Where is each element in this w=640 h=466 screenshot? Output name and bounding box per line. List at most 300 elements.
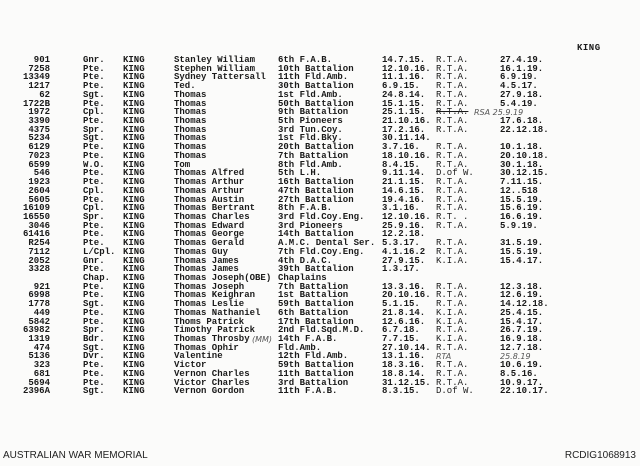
service-number: 1319 <box>28 334 50 344</box>
rank: Sgt. <box>83 386 105 397</box>
fate: K.I.A. <box>436 334 469 344</box>
rank: Gnr. <box>83 255 105 266</box>
rank: Sgt. <box>83 89 105 100</box>
enlistment-date: 8.3.15. <box>382 386 420 397</box>
given-names: Thomas James <box>174 255 239 266</box>
unit: 1st Fld.Bky. <box>278 133 343 144</box>
fate-date: 16.9.18. <box>500 334 544 344</box>
unit: 14th F.A.B. <box>278 334 338 344</box>
fate: R.T.A. <box>436 116 469 127</box>
fate-date: 12.6.19. <box>500 290 544 301</box>
enlistment-date: 5.1.15. <box>382 299 420 310</box>
footer-record-id: RCDIG1068913 <box>564 450 636 461</box>
fate-date: 12.3.18. <box>500 281 544 292</box>
enlistment-date: 3.7.16. <box>382 142 420 153</box>
fate: R.T.A. <box>436 81 469 92</box>
fate: RTA <box>436 352 452 362</box>
rank: Pte. <box>83 307 105 318</box>
fate: R.T.A. <box>436 124 469 135</box>
service-number: 901 <box>33 55 50 65</box>
service-number: 5136 <box>28 351 50 362</box>
rank: Cpl. <box>83 185 105 196</box>
surname: KING <box>123 107 145 118</box>
enlistment-date: 8.4.15. <box>382 159 420 170</box>
unit: 1st Battalion <box>278 290 349 301</box>
given-names: Thomas Gerald <box>174 238 245 249</box>
unit: 1st Fld.Amb. <box>278 89 343 100</box>
surname: KING <box>123 246 145 257</box>
surname: KING <box>123 307 145 318</box>
enlistment-date: 15.1.15. <box>382 98 426 109</box>
surname: KING <box>123 89 145 100</box>
fate: R.T.A. <box>436 159 469 170</box>
surname: KING <box>123 159 145 170</box>
fate: K.I.A. <box>436 255 469 266</box>
given-names: Thomas <box>174 133 207 144</box>
given-names: Thomas Joseph <box>174 281 245 292</box>
rank: Pte. <box>83 116 105 127</box>
service-number: 323 <box>33 360 50 371</box>
fate: R.T.A. <box>436 177 469 188</box>
fate: R.T.A. <box>436 299 469 310</box>
rank: Sgt. <box>83 133 105 144</box>
given-names: Thomas <box>174 124 207 135</box>
rank: Spr. <box>83 325 105 336</box>
surname: KING <box>123 368 145 379</box>
unit: 5th Pioneers <box>278 116 343 127</box>
fate: R.T.A. <box>436 194 469 205</box>
fate-date: 26.7.19. <box>500 325 544 336</box>
surname: KING <box>123 55 145 65</box>
rank: Pte. <box>83 150 105 161</box>
rank: Sgt. <box>83 342 105 353</box>
rank: Pte. <box>83 98 105 109</box>
surname: KING <box>123 211 145 222</box>
service-number: 16550 <box>22 211 50 222</box>
service-number: 1923 <box>28 177 50 188</box>
surname: KING <box>123 272 145 283</box>
service-number: 7112 <box>28 246 50 257</box>
rank: Pte. <box>83 229 105 240</box>
service-number: R254 <box>28 238 50 249</box>
surname: KING <box>123 81 145 92</box>
rank: Chap. <box>83 272 111 283</box>
fate: R.T.A. <box>436 107 469 118</box>
service-number: 1217 <box>28 81 50 92</box>
fate-date: 6.9.19. <box>500 72 538 83</box>
footer-institution: AUSTRALIAN WAR MEMORIAL <box>3 450 148 461</box>
fate: R.T.A. <box>436 220 469 231</box>
rank: Pte. <box>83 142 105 153</box>
surname: KING <box>123 229 145 240</box>
service-number: 63982 <box>22 325 50 336</box>
service-number: 2604 <box>28 185 50 196</box>
fate: R.T.A. <box>436 203 469 214</box>
unit: 59th Battalion <box>278 360 354 371</box>
service-number: 5842 <box>28 316 50 327</box>
fate-date: 20.10.18. <box>500 150 549 161</box>
surname: KING <box>123 377 145 388</box>
fate: R.T.A. <box>436 185 469 196</box>
fate: R.T.A. <box>436 281 469 292</box>
rank: Sgt. <box>83 299 105 310</box>
unit: 50th Battalion <box>278 98 354 109</box>
fate-date: 30.1.18. <box>500 159 544 170</box>
surname: KING <box>123 342 145 353</box>
unit: 3rd Battalion <box>278 377 349 388</box>
rank: Pte. <box>83 81 105 92</box>
enlistment-date: 6.7.18. <box>382 325 420 336</box>
unit: 16th Battalion <box>278 177 354 188</box>
enlistment-date: 12.2.18. <box>382 229 426 240</box>
service-number: 7258 <box>28 63 50 74</box>
unit: 2nd Fld.Sqd.M.D. <box>278 325 365 336</box>
enlistment-date: 14.7.15. <box>382 55 426 65</box>
given-names: Thomas Austin <box>174 194 245 205</box>
service-number: 5234 <box>28 133 50 144</box>
rank: Spr. <box>83 124 105 135</box>
service-number: 1972 <box>28 107 50 118</box>
surname: KING <box>123 255 145 266</box>
fate-date: 22.10.17. <box>500 386 549 397</box>
rank: Pte. <box>83 220 105 231</box>
given-names: Tom <box>174 159 191 170</box>
rank: Pte. <box>83 63 105 74</box>
rank: Pte. <box>83 316 105 327</box>
enlistment-date: 7.7.15. <box>382 334 420 344</box>
surname: KING <box>123 281 145 292</box>
given-names: Thomas <box>174 89 207 100</box>
enlistment-date: 12.10.16. <box>382 211 431 222</box>
fate-date: 4.5.17. <box>500 81 538 92</box>
surname: KING <box>123 203 145 214</box>
rank: Pte. <box>83 368 105 379</box>
fate-date: 15.6.19. <box>500 203 544 214</box>
fate: D.of W. <box>436 168 474 179</box>
service-number: 474 <box>33 342 50 353</box>
unit: 7th Battalion <box>278 150 349 161</box>
fate: K.I.A. <box>436 307 469 318</box>
enlistment-date: 25.1.15. <box>382 107 426 118</box>
surname: KING <box>123 238 145 249</box>
fate-date: 27.4.19. <box>500 55 544 65</box>
service-number: 7023 <box>28 150 50 161</box>
rank: Pte. <box>83 264 105 275</box>
given-names: Thomas <box>174 107 207 118</box>
surname: KING <box>123 168 145 179</box>
given-names: Victor <box>174 360 207 371</box>
unit: 27th Battalion <box>278 194 354 205</box>
given-names: Thomas Guy <box>174 246 229 257</box>
fate-date: 15.4.17. <box>500 316 544 327</box>
unit: 17th Battalion <box>278 316 354 327</box>
unit: 6th F.A.B. <box>278 55 333 65</box>
fate: R.T.A. <box>436 98 469 109</box>
unit: 9th Battalion <box>278 107 349 118</box>
surname: KING <box>123 133 145 144</box>
fate-date: 8.5.16. <box>500 368 538 379</box>
enlistment-date: 17.2.16. <box>382 124 426 135</box>
unit: 11th Battalion <box>278 368 354 379</box>
fate-date: 12.7.18. <box>500 342 544 353</box>
fate: R.T.A. <box>436 63 469 74</box>
service-number: 681 <box>33 368 50 379</box>
given-names: Thomas <box>174 98 207 109</box>
given-names: Thomas Alfred <box>174 168 245 179</box>
unit: 14th Battalion <box>278 229 354 240</box>
surname: KING <box>123 72 145 83</box>
fate-date: 12..518 <box>500 185 538 196</box>
service-number: 4375 <box>28 124 50 135</box>
given-names: Thomas Edward <box>174 220 245 231</box>
fate: R.T.A. <box>436 150 469 161</box>
fate-date: 31.5.19. <box>500 238 544 249</box>
surname: KING <box>123 116 145 127</box>
service-number: 5605 <box>28 194 50 205</box>
rank: Cpl. <box>83 203 105 214</box>
surname: KING <box>123 194 145 205</box>
given-names: Victor Charles <box>174 377 250 388</box>
fate-date: 5.9.19. <box>500 220 538 231</box>
fate-date: 25.4.15. <box>500 307 544 318</box>
service-number: 2396A <box>22 386 50 397</box>
unit: 30th Battalion <box>278 81 354 92</box>
rank: W.O. <box>83 159 105 170</box>
given-names: Vernon Gordon <box>174 386 245 397</box>
surname: KING <box>123 177 145 188</box>
unit: 3rd Fld.Coy.Eng. <box>278 211 365 222</box>
service-number: 16109 <box>22 203 50 214</box>
rank: Dvr. <box>83 351 105 362</box>
enlistment-date: 21.8.14. <box>382 307 426 318</box>
fate: D.of W. <box>436 386 474 397</box>
rank: Gnr. <box>83 55 105 65</box>
given-names: Thomas <box>174 150 207 161</box>
surname: KING <box>123 325 145 336</box>
unit: 4th D.A.C. <box>278 255 333 266</box>
fate: R.T.A. <box>436 290 469 301</box>
enlistment-date: 30.11.14. <box>382 133 431 144</box>
rank: Pte. <box>83 168 105 179</box>
fate-date: 14.12.18. <box>500 299 549 310</box>
surname: KING <box>123 334 145 344</box>
service-number: 5694 <box>28 377 50 388</box>
service-number: 2052 <box>28 255 50 266</box>
fate: R.T.A. <box>436 325 469 336</box>
unit: 3rd Tun.Coy. <box>278 124 343 135</box>
enlistment-date: 12.6.16. <box>382 316 426 327</box>
surname: KING <box>123 299 145 310</box>
given-names: Thomas Arthur <box>174 177 245 188</box>
unit: 7th Battalion <box>278 281 349 292</box>
rank: L/Cpl. <box>83 246 116 257</box>
given-names: Stephen William <box>174 63 256 74</box>
given-names: Sydney Tattersall <box>174 72 266 83</box>
service-number: 3046 <box>28 220 50 231</box>
enlistment-date: 21.10.16. <box>382 116 431 127</box>
service-number: 3390 <box>28 116 50 127</box>
surname: KING <box>123 386 145 397</box>
given-names: Thomas James <box>174 264 239 275</box>
unit: 11th Fld.Amb. <box>278 72 349 83</box>
given-names: Thomas Bertrant <box>174 203 256 214</box>
fate: R.T.A. <box>436 246 469 257</box>
fate-date: 10.6.19. <box>500 360 544 371</box>
unit: 12th Fld.Amb. <box>278 351 349 362</box>
enlistment-date: 31.12.15. <box>382 377 431 388</box>
given-names: Thomas Ophir <box>174 342 239 353</box>
service-number: 921 <box>33 281 50 292</box>
service-number: 1722B <box>22 98 50 109</box>
unit: 5th L.H. <box>278 168 322 179</box>
rank: Pte. <box>83 177 105 188</box>
given-names: Thomas Leslie <box>174 299 245 310</box>
fate: R.T.A. <box>436 342 469 353</box>
enlistment-date: 1.3.17. <box>382 264 420 275</box>
fate: R.T.A. <box>436 72 469 83</box>
unit: Chaplains <box>278 272 327 283</box>
fate: K.I.A. <box>436 316 469 327</box>
given-names: Timothy Patrick <box>174 325 256 336</box>
surname: KING <box>123 185 145 196</box>
enlistment-date: 13.3.16. <box>382 281 426 292</box>
fate-date: 10.1.18. <box>500 142 544 153</box>
enlistment-date: 25.9.16. <box>382 220 426 231</box>
given-names: Thomas Keighran <box>174 290 256 301</box>
enlistment-date: 3.1.16. <box>382 203 420 214</box>
enlistment-date: 11.1.16. <box>382 72 426 83</box>
given-names: Thomas Nathaniel <box>174 307 261 318</box>
surname: KING <box>123 124 145 135</box>
unit: 59th Battalion <box>278 299 354 310</box>
fate-date: 16.1.19. <box>500 63 544 74</box>
rank: Bdr. <box>83 334 105 344</box>
table-row <box>0 387 640 396</box>
unit: 39th Battalion <box>278 264 354 275</box>
surname: KING <box>123 360 145 371</box>
enlistment-date: 9.11.14. <box>382 168 426 179</box>
fate: R.T.A. <box>436 55 469 65</box>
rank: Pte. <box>83 360 105 371</box>
enlistment-date: 20.10.16. <box>382 290 431 301</box>
fate-date: 15.5.19. <box>500 194 544 205</box>
service-number: 3328 <box>28 264 50 275</box>
nominal-roll-list <box>0 56 640 396</box>
fate: R.T. . <box>436 211 469 222</box>
unit: 8th Fld.Amb. <box>278 159 343 170</box>
unit: 3rd Pioneers <box>278 220 343 231</box>
service-number: 61416 <box>22 229 50 240</box>
enlistment-date: 27.10.14. <box>382 342 431 353</box>
given-names: Valentine <box>174 351 223 362</box>
service-number: 6998 <box>28 290 50 301</box>
given-names: Thoms Patrick <box>174 316 245 327</box>
rank: Pte. <box>83 194 105 205</box>
surname: KING <box>123 150 145 161</box>
unit: 20th Battalion <box>278 142 354 153</box>
enlistment-date: 24.8.14. <box>382 89 426 100</box>
fate-date: 15.5.19. <box>500 246 544 257</box>
unit: 6th Battalion <box>278 307 349 318</box>
fate-date: 15.4.17. <box>500 255 544 266</box>
surname: KING <box>123 98 145 109</box>
handwritten-award: (MM) <box>252 335 273 344</box>
fate-date: 5.4.19. <box>500 98 538 109</box>
rank: Spr. <box>83 211 105 222</box>
fate-date: 22.12.18. <box>500 124 549 135</box>
surname: KING <box>123 290 145 301</box>
fate-date: 27.9.18. <box>500 89 544 100</box>
unit: 47th Battalion <box>278 185 354 196</box>
service-number: 546 <box>33 168 50 179</box>
service-number: 449 <box>33 307 50 318</box>
fate-date: 7.11.15. <box>500 177 544 188</box>
given-names: Stanley William <box>174 55 256 65</box>
service-number: 13349 <box>22 72 50 83</box>
given-names: Thomas Throsby <box>174 334 250 344</box>
given-names: Thomas <box>174 116 207 127</box>
rank: Pte. <box>83 238 105 249</box>
surname: KING <box>123 63 145 74</box>
unit: Fld.Amb. <box>278 342 322 353</box>
fate-date: 30.12.15. <box>500 168 549 179</box>
rank: Cpl. <box>83 107 105 118</box>
rank: Pte. <box>83 377 105 388</box>
given-names: Ted. <box>174 81 196 92</box>
given-names: Thomas <box>174 142 207 153</box>
fate-date: 10.9.17. <box>500 377 544 388</box>
surname: KING <box>123 142 145 153</box>
fate: R.T.A. <box>436 368 469 379</box>
enlistment-date: 27.9.15. <box>382 255 426 266</box>
unit: 8th F.A.B. <box>278 203 333 214</box>
enlistment-date: 12.10.16. <box>382 63 431 74</box>
unit: A.M.C. Dental Ser. <box>278 238 376 249</box>
enlistment-date: 4.1.16.2 <box>382 246 426 257</box>
rank: Pte. <box>83 72 105 83</box>
surname: KING <box>123 220 145 231</box>
enlistment-date: 18.10.16. <box>382 150 431 161</box>
enlistment-date: 21.1.15. <box>382 177 426 188</box>
enlistment-date: 13.1.16. <box>382 351 426 362</box>
fate: R.T.A. <box>436 142 469 153</box>
surname: KING <box>123 316 145 327</box>
unit: 10th Battalion <box>278 63 354 74</box>
service-number: 62 <box>39 89 50 100</box>
given-names: Vernon Charles <box>174 368 250 379</box>
service-number: 6599 <box>28 159 50 170</box>
fate: R.T.A. <box>436 360 469 371</box>
surname: KING <box>123 351 145 362</box>
fate: R.T.A. <box>436 238 469 249</box>
fate: R.T.A. <box>436 377 469 388</box>
given-names: Thomas Charles <box>174 211 250 222</box>
given-names: Thomas Joseph(OBE) <box>174 272 272 283</box>
enlistment-date: 18.3.16. <box>382 360 426 371</box>
rank: Pte. <box>83 281 105 292</box>
unit: 11th F.A.B. <box>278 386 338 397</box>
fate: R.T.A. <box>436 89 469 100</box>
given-names: Thomas Arthur <box>174 185 245 196</box>
unit: 7th Fld.Coy.Eng. <box>278 246 365 257</box>
handwritten-annotation: RSA 25.9.19 <box>474 108 524 118</box>
fate-date: 17.6.18. <box>500 116 544 127</box>
service-number: 1778 <box>28 299 50 310</box>
enlistment-date: 6.9.15. <box>382 81 420 92</box>
given-names: Thomas George <box>174 229 245 240</box>
page-surname-header: KING <box>577 43 601 53</box>
rank: Pte. <box>83 290 105 301</box>
